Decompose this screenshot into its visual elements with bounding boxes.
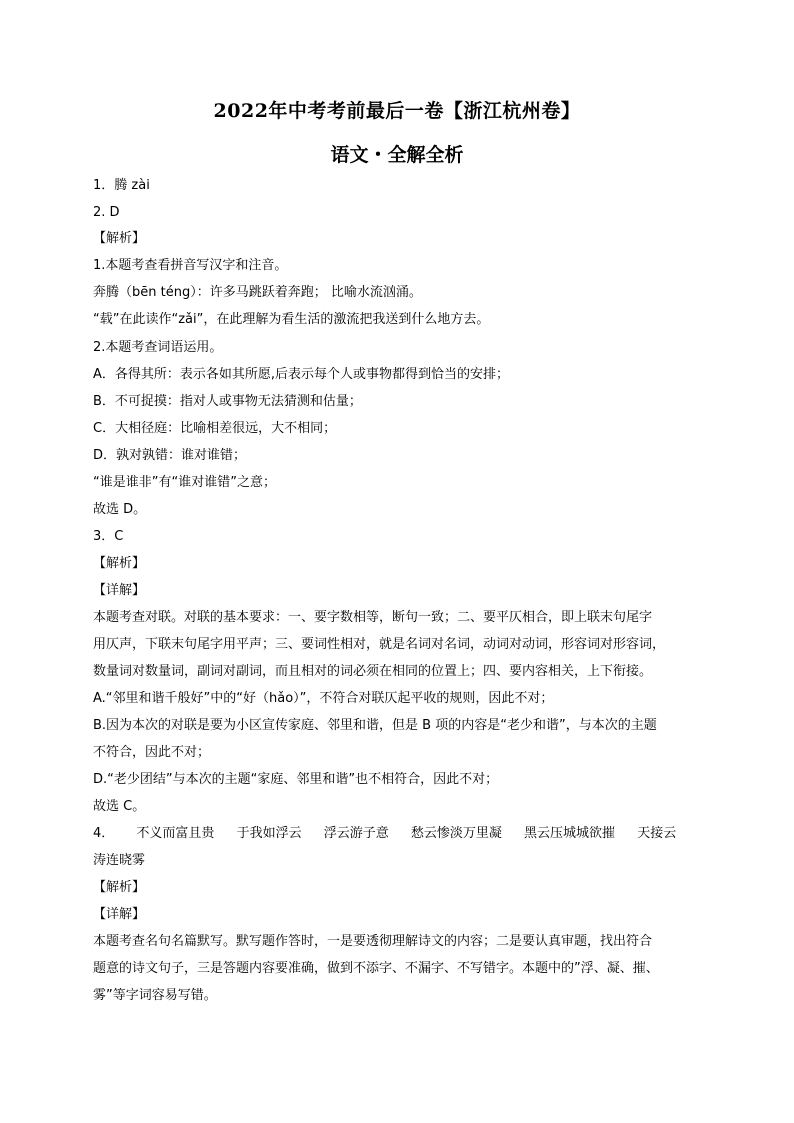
answer-2: 2. D [93, 205, 120, 220]
text-line: 雾”等字词容易写错。 [93, 988, 217, 1003]
text-line: 1.本题考查看拼音写汉字和注音。 [93, 258, 288, 273]
text-line: 用仄声，下联末句尾字用平声；三、要词性相对，就是名词对名词，动词对动词，形容词对形容词， [93, 637, 666, 652]
text-line: “载”在此读作“zǎi”，在此理解为看生活的激流把我送到什么地方去。 [93, 312, 490, 327]
answer-4-item: 浮云游子意 [323, 826, 389, 841]
document-subtitle: 语文・全解全析 [330, 144, 464, 166]
answer-3: 3．C [93, 529, 124, 544]
section-heading: 【详解】 [93, 583, 146, 598]
answer-4-item: 天接云 [637, 826, 677, 841]
text-line: 本题考查名句名篇默写。默写题作答时，一是要透彻理解诗文的内容；二是要认真审题，找出符合 [93, 934, 653, 949]
answer-4-item: 黑云压城城欲摧 [524, 826, 616, 841]
option-a: A．各得其所：表示各如其所愿,后表示每个人或事物都得到恰当的安排； [93, 367, 510, 382]
answer-4-number: 4． [93, 826, 115, 841]
text-line: 题意的诗文句子，三是答题内容要准确，做到不添字、不漏字、不写错字。本题中的”浮、凝、摧、 [93, 961, 659, 976]
answer-4 [93, 826, 705, 842]
text-line: D.“老少团结”与本次的主题“家庭、邻里和谐”也不相符合，因此不对； [93, 772, 499, 787]
answer-4-item: 愁云惨淡万里凝 [410, 826, 502, 841]
text-line: B.因为本次的对联是要为小区宣传家庭、邻里和谐，但是 B 项的内容是“老少和谐”，与本次的主题 [93, 718, 657, 733]
document-title: 2022年中考考前最后一卷【浙江杭州卷】 [213, 100, 581, 122]
option-d: D．孰对孰错：谁对谁错； [93, 448, 247, 463]
answer-4-item: 不义而富且贵 [136, 826, 215, 841]
text-line: 涛连晓雾 [93, 853, 146, 868]
text-line: 奔腾（bēn téng）：许多马跳跃着奔跑； 比喻水流汹涌。 [93, 285, 422, 300]
section-heading: 【解析】 [93, 880, 146, 895]
section-heading: 【详解】 [93, 907, 146, 922]
section-heading: 【解析】 [93, 556, 146, 571]
text-line: 数量词对数量词，副词对副词，而且相对的词必须在相同的位置上；四、要内容相关，上下衔接。 [93, 664, 653, 679]
text-line: 2.本题考查词语运用。 [93, 340, 223, 355]
text-line: A.“邻里和谐千般好”中的“好（hǎo）”，不符合对联仄起平收的规则，因此不对； [93, 691, 554, 706]
text-line: 本题考查对联。对联的基本要求：一、要字数相等，断句一致；二、要平仄相合，即上联末句尾字 [93, 610, 653, 625]
section-heading: 【解析】 [93, 231, 146, 246]
text-line: 故选 D。 [93, 502, 147, 517]
text-line: “谁是谁非”有“谁对谁错”之意； [93, 475, 276, 490]
text-line: 故选 C。 [93, 799, 146, 814]
option-c: C．大相径庭：比喻相差很远，大不相同； [93, 421, 337, 436]
option-b: B．不可捉摸：指对人或事物无法猜测和估量； [93, 394, 362, 409]
answer-1: 1．腾 zài [93, 178, 150, 193]
text-line: 不符合，因此不对； [93, 745, 211, 760]
answer-4-item: 于我如浮云 [236, 826, 302, 841]
